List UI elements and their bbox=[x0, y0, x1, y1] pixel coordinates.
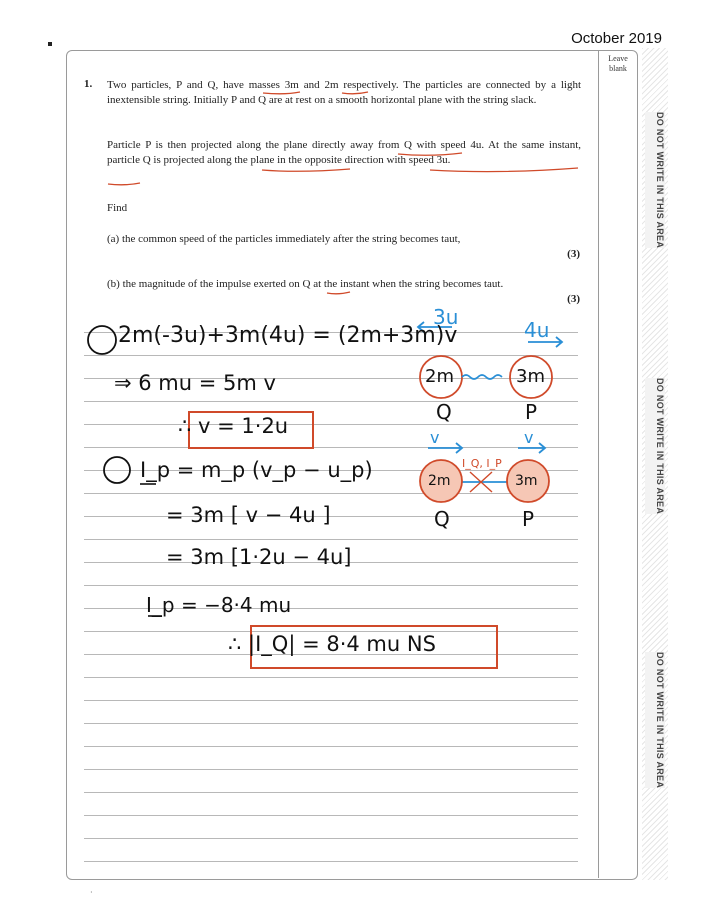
speed-p-label: 4u bbox=[524, 318, 550, 342]
speed-q-label: 3u bbox=[433, 305, 459, 329]
solution-a-answer: ∴ v = 1·2u bbox=[178, 414, 289, 438]
margin-warning-1: DO NOT WRITE IN THIS AREA bbox=[645, 112, 665, 248]
leave-blank-label: Leave blank bbox=[608, 54, 628, 73]
part-a-marks: (3) bbox=[567, 248, 580, 260]
label-p-bottom: P bbox=[522, 507, 535, 531]
v-left-label: v bbox=[430, 428, 440, 447]
v-right-label: v bbox=[524, 428, 534, 447]
header-date: October 2019 bbox=[571, 30, 662, 47]
question-number: 1. bbox=[84, 78, 93, 90]
mass-p-bottom: 3m bbox=[515, 473, 538, 489]
question-intro: Two particles, P and Q, have masses 3m and 2m respectively. The particles are connected by a light inextensible string. Initially P and Q are at rest on a smooth horizontal plane with the string slack. bbox=[107, 79, 581, 106]
label-p-top: P bbox=[525, 400, 538, 424]
label-q-bottom: Q bbox=[434, 507, 450, 531]
solution-b-line4: I_p = −8·4 mu bbox=[146, 593, 292, 617]
solution-a-line1: 2m(-3u)+3m(4u) = (2m+3m)v bbox=[118, 323, 458, 348]
solution-b-answer: ∴ |I_Q| = 8·4 mu NS bbox=[228, 632, 436, 656]
part-b-marks: (3) bbox=[567, 293, 580, 305]
margin-warning-2: DO NOT WRITE IN THIS AREA bbox=[645, 378, 665, 514]
question-part-b: (b) the magnitude of the impulse exerted on Q at the instant when the string becomes taut. bbox=[107, 278, 504, 290]
label-q-top: Q bbox=[436, 400, 452, 424]
page-mark: · bbox=[90, 888, 93, 897]
question-part-a: (a) the common speed of the particles immediately after the string becomes taut, bbox=[107, 233, 461, 245]
margin-warning-3: DO NOT WRITE IN THIS AREA bbox=[645, 652, 665, 788]
question-projection: Particle P is then projected along the plane directly away from Q with speed 4u. At the same instant, particle Q is projected along the plane in the opposite direction with speed 3u. bbox=[107, 139, 581, 166]
mass-p-top: 3m bbox=[516, 366, 545, 387]
solution-b-line1: I_p = m_p (v_p − u_p) bbox=[140, 458, 373, 482]
question-find: Find bbox=[107, 202, 128, 214]
mass-q-bottom: 2m bbox=[428, 473, 451, 489]
solution-a-line2: ⇒ 6 mu = 5m v bbox=[114, 371, 276, 395]
mass-q-top: 2m bbox=[425, 366, 454, 387]
solution-b-line3: = 3m [1·2u − 4u] bbox=[166, 545, 352, 569]
solution-b-line2: = 3m [ v − 4u ] bbox=[166, 503, 331, 527]
impulse-labels: I_Q, I_P bbox=[462, 457, 502, 470]
